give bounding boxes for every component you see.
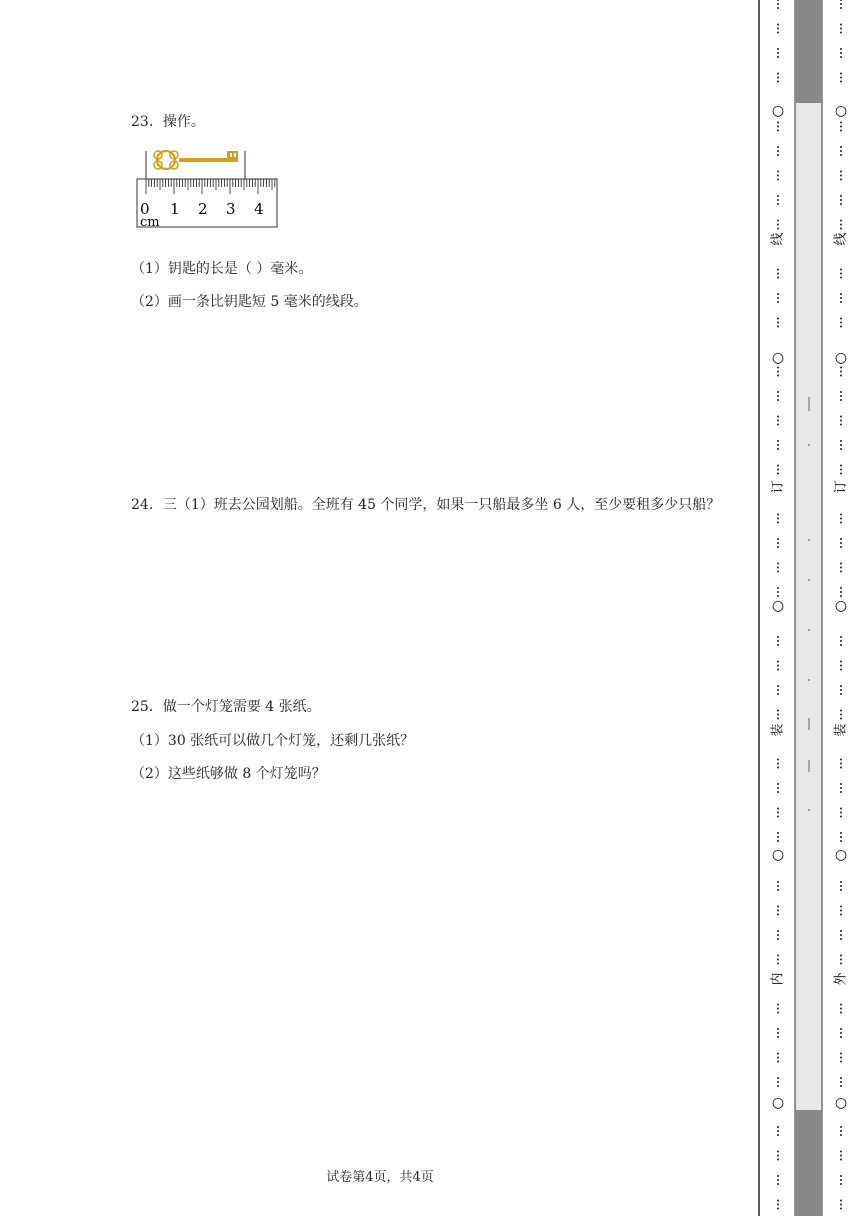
q23-sub1: （1）钥匙的长是（ ）毫米。 [131, 261, 313, 277]
binding-dot [840, 301, 842, 303]
binding-dot [777, 636, 779, 638]
binding-dot [777, 693, 779, 695]
binding-strip-bottom [795, 1110, 822, 1216]
binding-dot [777, 1008, 779, 1010]
binding-dot [840, 81, 842, 83]
binding-dot [777, 326, 779, 328]
binding-dot [777, 175, 779, 177]
binding-dot [840, 416, 842, 418]
binding-dot [777, 685, 779, 687]
binding-dot [777, 595, 779, 597]
binding-inner-column [772, 0, 784, 1210]
binding-dot [840, 122, 842, 124]
binding-dot [840, 3, 842, 5]
binding-dot [777, 763, 779, 765]
binding-dot [840, 514, 842, 516]
binding-dot [777, 322, 779, 324]
binding-dot [777, 440, 779, 442]
binding-dot [777, 665, 779, 667]
binding-dot [840, 440, 842, 442]
binding-dot [840, 0, 842, 1]
binding-dot [840, 224, 842, 226]
binding-dot [840, 1183, 842, 1185]
binding-dot [777, 567, 779, 569]
binding-dot [777, 1036, 779, 1038]
q24-title: 24．三（1）班去公园划船。全班有 45 个同学，如果一只船最多坐 6 人，至少要租多少只船？ [131, 497, 721, 513]
binding-dot [840, 126, 842, 128]
binding-dot [777, 1134, 779, 1136]
binding-dot [777, 269, 779, 271]
binding-dot [840, 1208, 842, 1210]
binding-dot [777, 318, 779, 320]
binding-dot [777, 1126, 779, 1128]
binding-dot [840, 1032, 842, 1034]
page-footer: 试卷第4页，共4页 [326, 1170, 434, 1185]
binding-dot [777, 571, 779, 573]
binding-dot [777, 710, 779, 712]
binding-dot [777, 203, 779, 205]
binding-dot [840, 7, 842, 9]
binding-circle-mark: ○ [771, 103, 785, 119]
ruler-label-1: 1 [170, 200, 180, 218]
binding-dot [777, 591, 779, 593]
binding-dot [840, 130, 842, 132]
binding-circle-mark: ○ [834, 103, 848, 119]
binding-dot [840, 563, 842, 565]
binding-dot [777, 930, 779, 932]
binding-dot [777, 444, 779, 446]
binding-dot [840, 640, 842, 642]
binding-dot [840, 763, 842, 765]
binding-dot [840, 171, 842, 173]
binding-dot [840, 661, 842, 663]
binding-dot [777, 836, 779, 838]
binding-dot [840, 322, 842, 324]
ruler-label-2: 2 [198, 200, 208, 218]
binding-dot [840, 293, 842, 295]
binding-dot [777, 1032, 779, 1034]
binding-dot [840, 542, 842, 544]
binding-dot [777, 473, 779, 475]
binding-dot [777, 522, 779, 524]
binding-dot [840, 591, 842, 593]
binding-dot [777, 399, 779, 401]
binding-dot [840, 73, 842, 75]
binding-dot [840, 1057, 842, 1059]
binding-inner-char-zhuang: 装 [770, 723, 786, 737]
binding-dot [840, 48, 842, 50]
binding-dot [840, 1134, 842, 1136]
binding-dot [777, 1081, 779, 1083]
binding-dot [840, 175, 842, 177]
binding-dot [840, 1155, 842, 1157]
binding-dot [777, 955, 779, 957]
binding-dot [840, 150, 842, 152]
binding-dot [777, 293, 779, 295]
binding-dot [777, 885, 779, 887]
binding-inner-char-nei: 内 [770, 972, 786, 986]
binding-dot [840, 714, 842, 716]
binding-dot [840, 146, 842, 148]
binding-dot [777, 718, 779, 720]
binding-dot [840, 465, 842, 467]
binding-dot [840, 444, 842, 446]
binding-dot [777, 914, 779, 916]
binding-dot [840, 399, 842, 401]
binding-dot [840, 228, 842, 230]
binding-dot [777, 959, 779, 961]
binding-dot [777, 938, 779, 940]
binding-dot [777, 832, 779, 834]
binding-dot [777, 840, 779, 842]
binding-dot [777, 32, 779, 34]
binding-dot [777, 126, 779, 128]
q23-title: 23．操作。 [131, 114, 205, 130]
binding-outer-char-xian: 线 [833, 232, 849, 246]
binding-circle-mark: ○ [834, 847, 848, 863]
binding-dot [777, 1200, 779, 1202]
binding-dot [840, 595, 842, 597]
binding-dot [777, 1204, 779, 1206]
binding-dot [777, 371, 779, 373]
binding-dot [777, 963, 779, 965]
binding-circle-mark: ○ [771, 350, 785, 366]
binding-dot [840, 1175, 842, 1177]
binding-dot [777, 28, 779, 30]
binding-dot [777, 640, 779, 642]
binding-dot [777, 1012, 779, 1014]
q25-title: 25．做一个灯笼需要 4 张纸。 [131, 699, 321, 715]
binding-dot [840, 791, 842, 793]
binding-dot [840, 881, 842, 883]
binding-dot [777, 146, 779, 148]
binding-dot [840, 154, 842, 156]
binding-dot [840, 1200, 842, 1202]
binding-dot [777, 889, 779, 891]
binding-dot [840, 718, 842, 720]
binding-dot [840, 571, 842, 573]
binding-dot [840, 395, 842, 397]
binding-circle-mark: ○ [771, 598, 785, 614]
binding-dot [840, 367, 842, 369]
binding-dot [777, 542, 779, 544]
binding-dot [777, 514, 779, 516]
binding-dot [840, 24, 842, 26]
binding-dot [777, 122, 779, 124]
binding-dot [777, 367, 779, 369]
binding-dot [840, 195, 842, 197]
binding-dot [840, 644, 842, 646]
binding-dot [777, 52, 779, 54]
binding-dot [777, 48, 779, 50]
binding-outer-char-zhuang: 装 [833, 723, 849, 737]
binding-dot [777, 416, 779, 418]
binding-dot [777, 7, 779, 9]
binding-dot [777, 420, 779, 422]
binding-dot [840, 767, 842, 769]
binding-dot [840, 1061, 842, 1063]
binding-dot [840, 963, 842, 965]
binding-dot [840, 906, 842, 908]
binding-dot [777, 587, 779, 589]
binding-inner-char-ding: 订 [770, 480, 786, 494]
binding-dot [840, 1159, 842, 1161]
binding-dot [777, 465, 779, 467]
binding-dot [777, 934, 779, 936]
binding-dot [840, 1004, 842, 1006]
binding-dot [840, 77, 842, 79]
binding-dot [840, 297, 842, 299]
binding-dot [777, 689, 779, 691]
binding-dot [840, 910, 842, 912]
binding-dot [840, 693, 842, 695]
binding-dot [777, 424, 779, 426]
binding-dot [777, 224, 779, 226]
binding-dot [777, 1028, 779, 1030]
binding-dot [777, 787, 779, 789]
binding-dot [840, 840, 842, 842]
binding-dot [777, 767, 779, 769]
binding-dot [777, 661, 779, 663]
binding-dot [777, 1179, 779, 1181]
binding-strip [795, 0, 822, 1216]
binding-dot [840, 375, 842, 377]
binding-dot [840, 914, 842, 916]
binding-outer-column [835, 0, 847, 1210]
binding-dot [840, 1126, 842, 1128]
binding-dot [840, 1077, 842, 1079]
binding-dot [840, 1179, 842, 1181]
binding-dot [840, 689, 842, 691]
binding-dot [777, 395, 779, 397]
binding-dot [840, 391, 842, 393]
binding-dot [840, 546, 842, 548]
binding-dot [840, 179, 842, 181]
binding-dot [777, 783, 779, 785]
binding-dot [777, 759, 779, 761]
binding-dot [840, 955, 842, 957]
binding-dot [777, 714, 779, 716]
binding-dot [840, 1081, 842, 1083]
binding-dot [777, 375, 779, 377]
binding-dot [777, 301, 779, 303]
binding-dot [840, 816, 842, 818]
binding-dot [840, 522, 842, 524]
binding-dot [777, 24, 779, 26]
binding-dot [777, 808, 779, 810]
binding-dot [840, 787, 842, 789]
binding-dot [840, 636, 842, 638]
binding-dot [777, 1053, 779, 1055]
binding-dot [777, 563, 779, 565]
binding-dot [840, 56, 842, 58]
binding-dot [777, 154, 779, 156]
binding-dot [777, 130, 779, 132]
binding-dot [840, 1008, 842, 1010]
binding-circle-mark: ○ [771, 1095, 785, 1111]
binding-dot [777, 669, 779, 671]
binding-outer-char-ding: 订 [833, 480, 849, 494]
binding-dot [840, 885, 842, 887]
ruler-label-4: 4 [254, 200, 264, 218]
binding-strip-top [795, 0, 822, 103]
binding-dot [777, 3, 779, 5]
binding-dot [840, 326, 842, 328]
binding-margin [758, 0, 860, 1216]
ruler-with-key-figure [135, 146, 285, 228]
binding-dot [777, 1183, 779, 1185]
binding-dot [840, 938, 842, 940]
binding-dot [777, 179, 779, 181]
binding-dot [777, 1159, 779, 1161]
binding-dot [840, 685, 842, 687]
binding-dot [840, 448, 842, 450]
binding-dot [777, 171, 779, 173]
binding-dot [840, 934, 842, 936]
binding-dot [777, 297, 779, 299]
binding-dot [777, 1057, 779, 1059]
binding-circle-mark: ○ [834, 1095, 848, 1111]
binding-dot [777, 56, 779, 58]
binding-dot [840, 1151, 842, 1153]
binding-outer-char-wai: 外 [833, 972, 849, 986]
binding-dot [777, 391, 779, 393]
ruler-label-3: 3 [226, 200, 236, 218]
binding-circle-mark: ○ [771, 847, 785, 863]
binding-dot [840, 783, 842, 785]
binding-dot [777, 644, 779, 646]
binding-dot [840, 199, 842, 201]
binding-dot [777, 469, 779, 471]
binding-dot [777, 881, 779, 883]
binding-dot [840, 538, 842, 540]
binding-dot [840, 1085, 842, 1087]
binding-circle-mark: ○ [834, 598, 848, 614]
binding-dot [777, 73, 779, 75]
binding-dot [777, 1061, 779, 1063]
binding-dot [840, 836, 842, 838]
binding-dot [777, 220, 779, 222]
binding-dot [777, 906, 779, 908]
binding-dot [840, 832, 842, 834]
binding-dot [840, 473, 842, 475]
binding-dot [840, 52, 842, 54]
binding-dot [777, 1077, 779, 1079]
binding-dot [840, 420, 842, 422]
binding-dot [777, 81, 779, 83]
binding-dot [777, 910, 779, 912]
binding-dot [777, 273, 779, 275]
binding-dot [840, 665, 842, 667]
binding-dot [777, 150, 779, 152]
binding-dot [840, 669, 842, 671]
binding-dot [840, 32, 842, 34]
binding-dot [840, 567, 842, 569]
key-icon [154, 151, 238, 169]
binding-dot [840, 518, 842, 520]
binding-dot [777, 518, 779, 520]
binding-dot [840, 28, 842, 30]
binding-inner-char-xian: 线 [770, 232, 786, 246]
q25-sub2: （2）这些纸够做 8 个灯笼吗？ [131, 766, 326, 782]
binding-dot [840, 269, 842, 271]
binding-dot [840, 469, 842, 471]
binding-dot [777, 546, 779, 548]
binding-dot [840, 1012, 842, 1014]
ruler-unit: cm [140, 215, 160, 228]
binding-dot [840, 710, 842, 712]
binding-dot [777, 195, 779, 197]
binding-dot [777, 277, 779, 279]
binding-dot [840, 277, 842, 279]
binding-dot [840, 930, 842, 932]
binding-dot [840, 220, 842, 222]
binding-dot [777, 448, 779, 450]
binding-dot [777, 1130, 779, 1132]
binding-dot [840, 1130, 842, 1132]
binding-dot [777, 1155, 779, 1157]
binding-dot [840, 273, 842, 275]
binding-dot [840, 959, 842, 961]
binding-dot [777, 1085, 779, 1087]
binding-dot [840, 808, 842, 810]
binding-dot [777, 1151, 779, 1153]
binding-dot [840, 889, 842, 891]
q23-sub2: （2）画一条比钥匙短 5 毫米的线段。 [131, 294, 368, 310]
binding-dot [777, 816, 779, 818]
binding-dot [840, 203, 842, 205]
q25-sub1: （1）30 张纸可以做几个灯笼，还剩几张纸？ [131, 733, 415, 749]
binding-dot [777, 538, 779, 540]
binding-dot [840, 812, 842, 814]
binding-dot [840, 1028, 842, 1030]
binding-dot [777, 228, 779, 230]
binding-dot [840, 759, 842, 761]
binding-dot [777, 199, 779, 201]
binding-dot [840, 424, 842, 426]
binding-dot [777, 1175, 779, 1177]
binding-dot [777, 791, 779, 793]
binding-dot [777, 812, 779, 814]
binding-dot [777, 1208, 779, 1210]
binding-dot [840, 371, 842, 373]
binding-dot [777, 77, 779, 79]
binding-dot [840, 1036, 842, 1038]
binding-dot [840, 1053, 842, 1055]
binding-dot [840, 318, 842, 320]
binding-dot [777, 1004, 779, 1006]
binding-dot [840, 1204, 842, 1206]
binding-dot [777, 0, 779, 1]
ruler-label-0: 0 [140, 200, 150, 218]
binding-circle-mark: ○ [834, 350, 848, 366]
binding-dot [840, 587, 842, 589]
